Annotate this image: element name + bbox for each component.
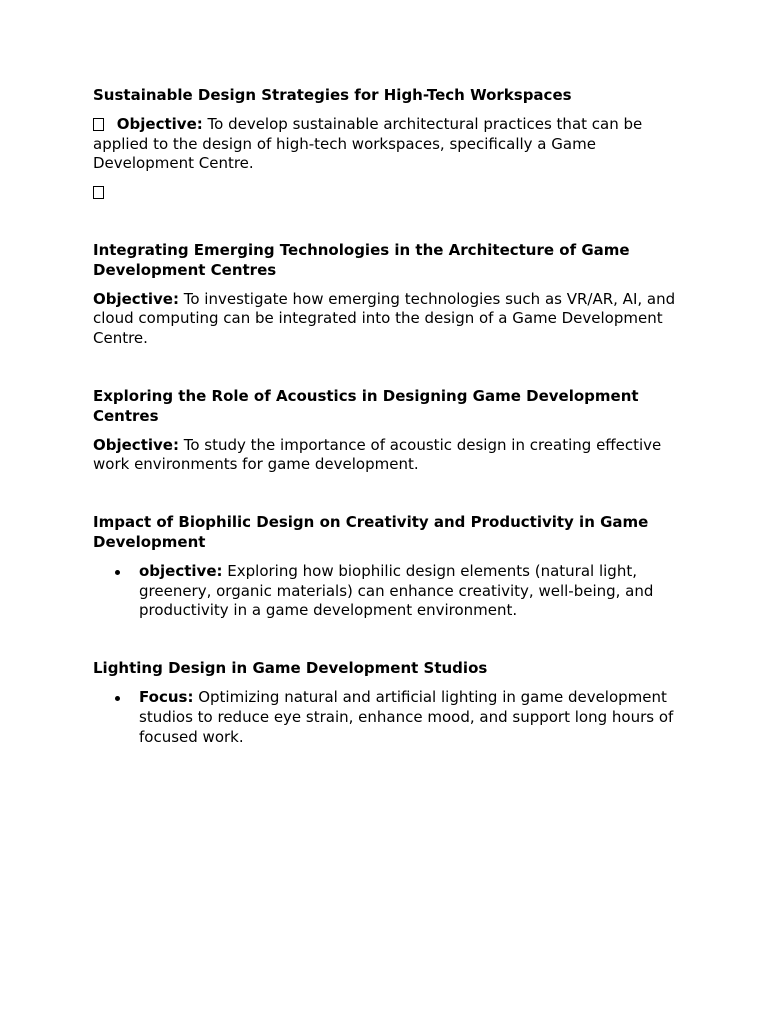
empty-glyph-line — [93, 183, 683, 203]
focus-label: Focus: — [139, 687, 194, 706]
section-objective — [93, 436, 683, 476]
list-item — [93, 688, 683, 747]
section-heading: Lighting Design in Game Development Studios — [93, 659, 488, 678]
objective-text: To develop sustainable architectural practices that can be applied to the design of high-tech workspaces, specifically a Game Development Centre. — [93, 114, 643, 173]
bullet-list — [93, 562, 683, 621]
focus-text: Optimizing natural and artificial lighting in game development studios to reduce eye strain, enhance mood, and support long hours of focused work. — [139, 687, 674, 746]
bullet-icon — [115, 696, 120, 701]
section-emerging-technologies — [93, 241, 683, 349]
section-sustainable-design — [93, 86, 683, 203]
section-biophilic-design — [93, 513, 683, 621]
section-objective — [93, 115, 683, 174]
objective-label: Objective: — [93, 289, 179, 308]
section-lighting-design — [93, 659, 683, 747]
section-acoustics — [93, 387, 683, 475]
section-objective — [93, 290, 683, 349]
section-heading: Impact of Biophilic Design on Creativity and Productivity in Game Development — [93, 513, 649, 551]
section-heading: Integrating Emerging Technologies in the Architecture of Game Development Centres — [93, 240, 630, 279]
objective-label: Objective: — [116, 114, 203, 133]
section-heading: Sustainable Design Strategies for High-Tech Workspaces — [93, 86, 572, 104]
objective-text: To study the importance of acoustic design in creating effective work environments for game development. — [93, 435, 662, 474]
bullet-list — [93, 688, 683, 747]
missing-glyph-icon — [93, 118, 104, 131]
bullet-icon — [115, 570, 120, 575]
list-item — [93, 562, 683, 621]
objective-label: Objective: — [93, 435, 179, 454]
objective-label: objective: — [139, 561, 223, 580]
missing-glyph-icon — [93, 186, 104, 199]
objective-text: Exploring how biophilic design elements (natural light, greenery, organic materials) can enhance creativity, well-being, and productivity in a game development environment. — [139, 561, 654, 620]
document-body — [93, 86, 683, 747]
section-heading: Exploring the Role of Acoustics in Designing Game Development Centres — [93, 386, 639, 425]
objective-text: To investigate how emerging technologies such as VR/AR, AI, and cloud computing can be integrated into the design of a Game Development Centre. — [93, 289, 676, 348]
